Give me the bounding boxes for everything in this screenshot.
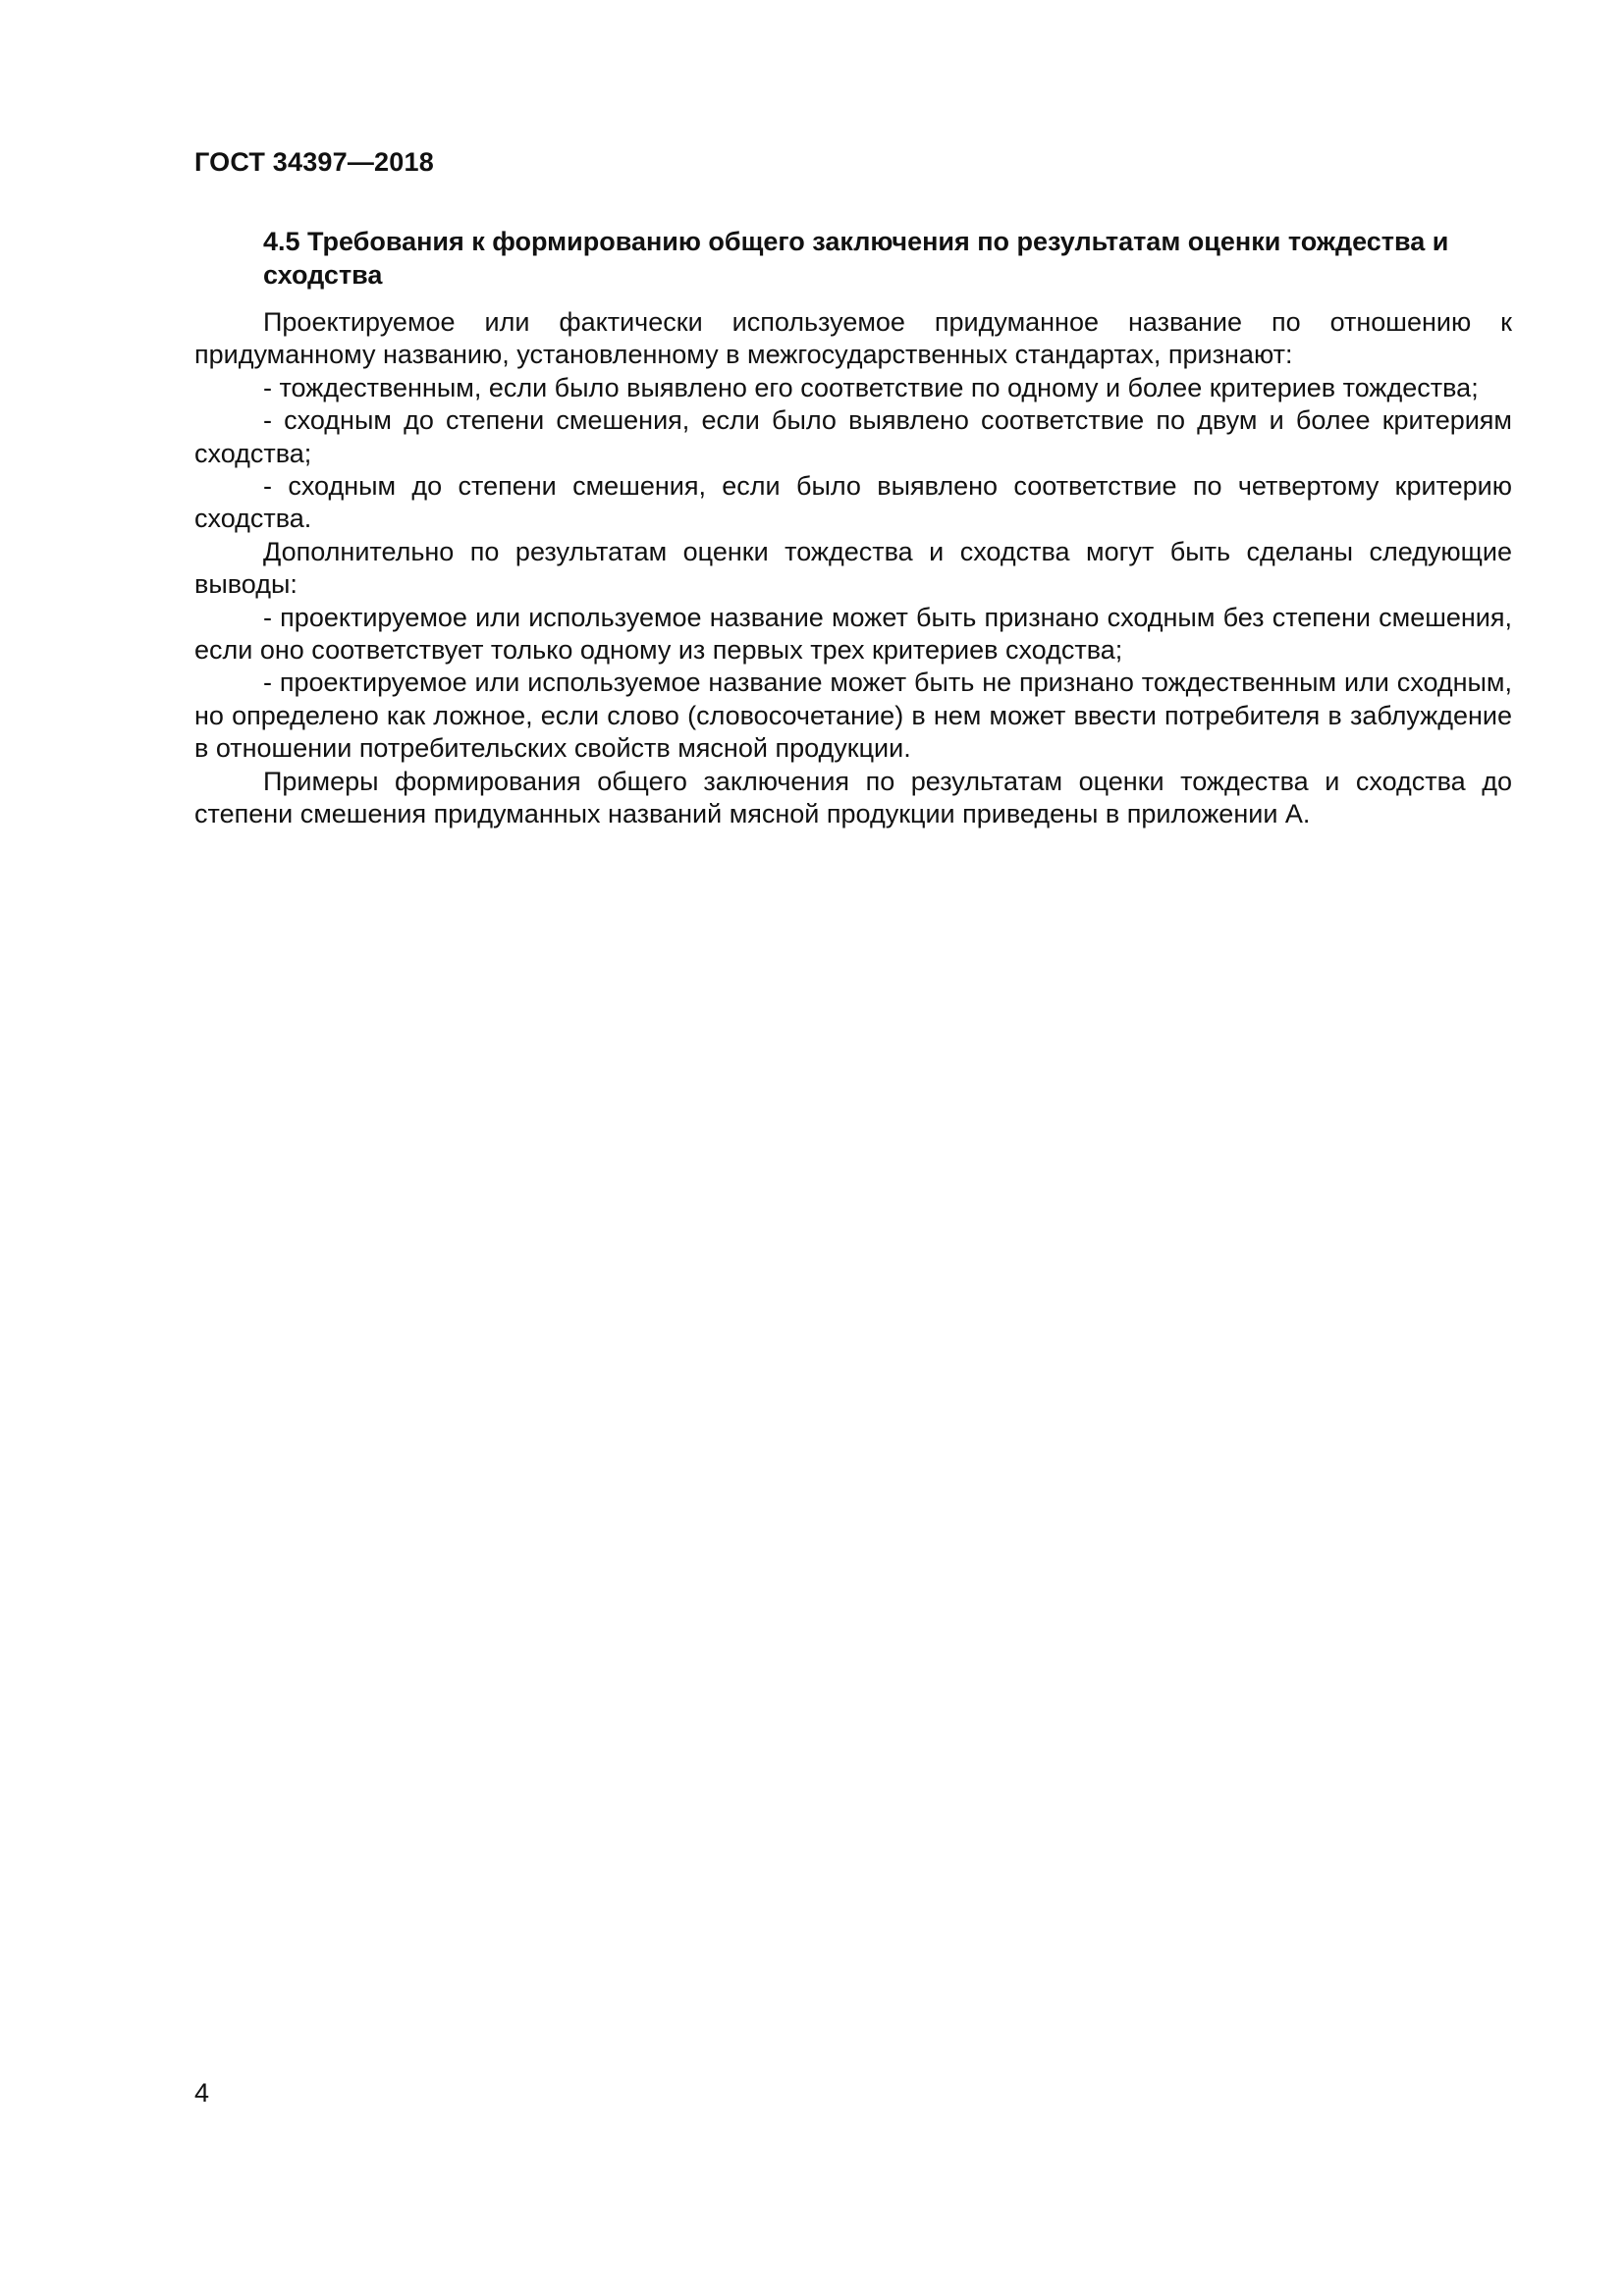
section-title: 4.5 Требования к формированию общего заключения по результатам оценки тождества и сходства	[263, 227, 1449, 290]
paragraph: Дополнительно по результатам оценки тождества и сходства могут быть сделаны следующие выводы:	[194, 536, 1512, 600]
paragraph: Примеры формирования общего заключения по результатам оценки тождества и сходства до степени смешения придуманных названий мясной продукции приведены в приложении А.	[194, 766, 1512, 829]
section-4-5	[194, 225, 1512, 831]
page-number: 4	[194, 2078, 210, 2108]
section-body	[194, 306, 1512, 831]
list-item: - тождественным, если было выявлено его соответствие по одному и более критериев тождества;	[263, 372, 1479, 402]
list-item: - проектируемое или используемое название может быть признано сходным без степени смешения, если оно соответствует только одному из первых трех критериев сходства;	[194, 602, 1512, 666]
document-code: ГОСТ 34397—2018	[194, 147, 434, 177]
list-item: - сходным до степени смешения, если было выявлено соответствие по двум и более критериям сходства;	[194, 405, 1512, 468]
list-item: - сходным до степени смешения, если было выявлено соответствие по четвертому критерию сходства.	[194, 471, 1512, 534]
paragraph: Проектируемое или фактически используемое придуманное название по отношению к придуманному названию, установленному в межгосударственных стандартах, признают:	[194, 307, 1512, 370]
list-item: - проектируемое или используемое название может быть не признано тождественным или сходным, но определено как ложное, если слово (словосочетание) в нем может ввести потребителя в заблуждение в отношении потребительских свойств мясной продукции.	[194, 667, 1512, 764]
